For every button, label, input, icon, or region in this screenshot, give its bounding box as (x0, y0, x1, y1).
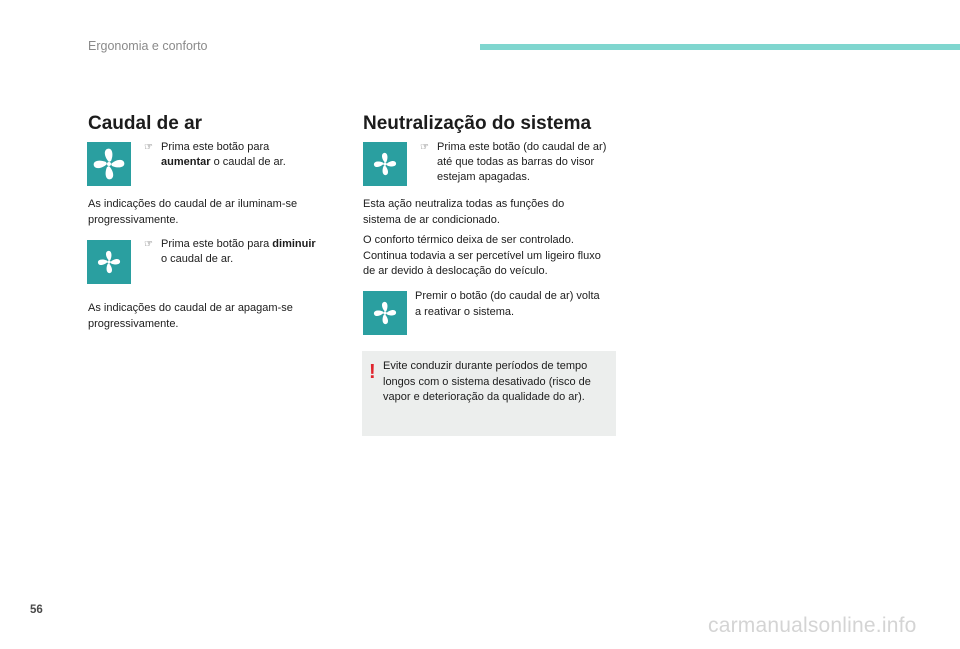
paragraph-apagam: As indicações do caudal de ar apagam-se progressivamente. (88, 302, 293, 330)
pointer-icon: ☞ (144, 142, 153, 153)
paragraph-neutraliza: Esta ação neutraliza todas as funções do sistema de ar condicionado. (363, 198, 565, 226)
fan-icon (372, 300, 398, 326)
pointer-icon: ☞ (144, 239, 153, 250)
paragraph-conforto: O conforto térmico deixa de ser controlado. Continua todavia a ser percetível um ligeiro fluxo de ar devido à deslocação do veículo. (363, 234, 601, 277)
header-accent-bar (480, 44, 960, 50)
bullet-neutralize (420, 140, 610, 185)
page-number: 56 (30, 604, 43, 616)
bullet-text-end: o caudal de ar. (210, 156, 286, 168)
fan-button-reactivate (363, 291, 407, 335)
bullet-text: Prima este botão para (161, 238, 273, 250)
fan-icon (372, 151, 398, 177)
paragraph-iluminam: As indicações do caudal de ar iluminam-se progressivamente. (88, 198, 298, 226)
section-title-neutralizacao: Neutralização do sistema (363, 113, 592, 134)
section-title-caudal: Caudal de ar (88, 113, 203, 134)
bullet-bold: aumentar (161, 156, 211, 168)
paragraph-reativar: Premir o botão (do caudal de ar) volta a reativar o sistema. (415, 290, 600, 318)
watermark: carmanualsonline.info (708, 614, 917, 637)
fan-decrease-button (87, 240, 131, 284)
fan-button-neutralize (363, 142, 407, 186)
fan-icon (96, 249, 122, 275)
pointer-icon: ☞ (420, 142, 429, 153)
bullet-text-end: o caudal de ar. (161, 253, 234, 265)
fan-icon (91, 146, 127, 182)
bullet-text: Prima este botão para (161, 141, 270, 153)
bullet-text: Prima este botão (do caudal de ar) até que todas as barras do visor estejam apagadas. (437, 141, 607, 183)
bullet-increase (144, 140, 329, 170)
fan-increase-button (87, 142, 131, 186)
warning-icon: ! (369, 361, 376, 383)
chapter-title: Ergonomia e conforto (88, 39, 208, 53)
bullet-decrease (144, 237, 339, 267)
bullet-bold: diminuir (272, 238, 316, 250)
warning-text: Evite conduzir durante períodos de tempo longos com o sistema desativado (risco de vapor e deterioração da qualidade do ar). (383, 360, 591, 403)
